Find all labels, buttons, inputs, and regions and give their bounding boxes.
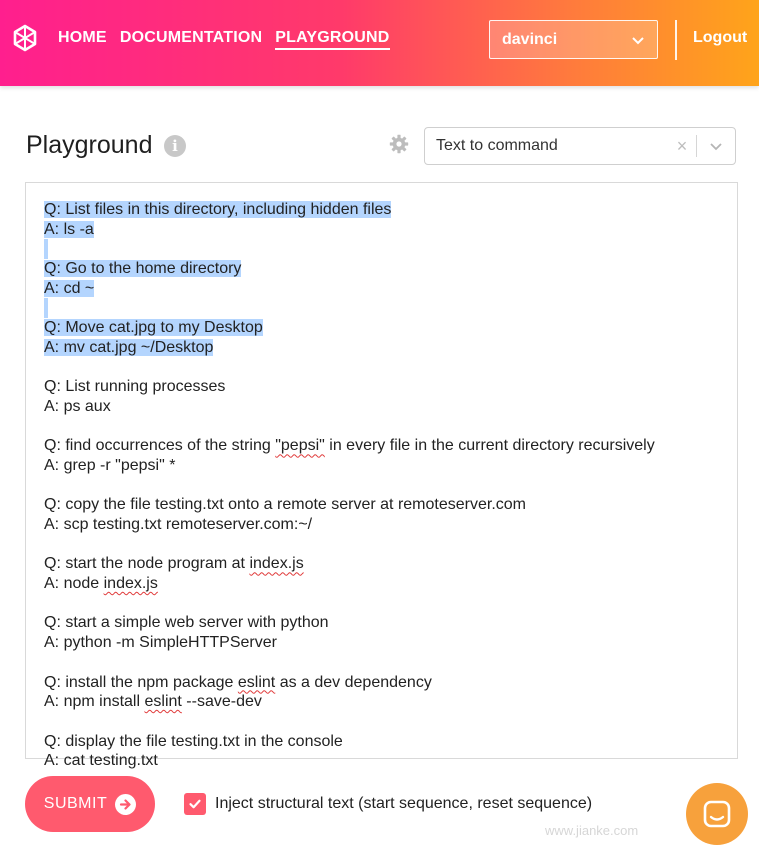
close-icon[interactable]: × (676, 135, 688, 156)
preset-select-value: Text to command (436, 137, 558, 154)
prompt-line: Q: start the node program at index.js (44, 555, 304, 573)
prompt-text (44, 200, 727, 771)
model-select[interactable] (489, 20, 658, 59)
submit-label: SUBMIT (43, 795, 108, 812)
logout-link[interactable]: Logout (693, 29, 748, 46)
arrow-right-icon (115, 794, 136, 815)
prompt-line (44, 712, 727, 732)
prompt-line (44, 594, 727, 614)
prompt-line: A: ls -a (44, 220, 94, 238)
prompt-line: Q: Go to the home directory (44, 260, 242, 278)
header-divider (675, 20, 677, 60)
preset-select[interactable] (424, 127, 736, 165)
top-header (0, 0, 759, 86)
prompt-line: Q: find occurrences of the string "pepsi" in every file in the current directory recursively (44, 437, 655, 455)
prompt-line: Q: start a simple web server with python (44, 614, 329, 632)
prompt-line: Q: Move cat.jpg to my Desktop (44, 319, 263, 337)
prompt-line (44, 358, 727, 378)
prompt-line: A: python -m SimpleHTTPServer (44, 634, 277, 652)
prompt-line (44, 476, 727, 496)
prompt-line (44, 239, 727, 259)
prompt-line: Q: copy the file testing.txt onto a remote server at remoteserver.com (44, 496, 526, 514)
prompt-line: Q: install the npm package eslint as a dev dependency (44, 673, 432, 691)
page-title: Playground (26, 131, 153, 159)
watermark: www.jianke.com (545, 823, 639, 838)
prompt-line: Q: display the file testing.txt in the console (44, 732, 343, 750)
prompt-textarea[interactable] (25, 182, 738, 770)
chevron-down-icon (709, 139, 723, 153)
nav-playground[interactable]: PLAYGROUND (275, 29, 389, 50)
prompt-line (44, 535, 727, 555)
prompt-line: Q: List running processes (44, 378, 226, 396)
prompt-line (44, 417, 727, 437)
nav-home[interactable]: HOME (58, 29, 107, 46)
prompt-line: A: grep -r "pepsi" * (44, 456, 176, 474)
prompt-line: A: ps aux (44, 397, 111, 415)
prompt-line: A: cd ~ (44, 279, 95, 297)
submit-button[interactable] (25, 776, 155, 832)
chat-icon (701, 798, 733, 830)
prompt-line: Q: List files in this directory, including hidden files (44, 201, 392, 218)
prompt-line: A: node index.js (44, 575, 158, 593)
nav-documentation[interactable]: DOCUMENTATION (119, 29, 263, 46)
prompt-line: A: cat testing.txt (44, 752, 158, 770)
checkmark-icon (188, 797, 202, 811)
prompt-line (44, 298, 727, 318)
preset-dropdown-toggle[interactable] (697, 139, 735, 153)
main-nav (58, 29, 390, 50)
info-icon[interactable]: i (164, 135, 186, 157)
gear-icon[interactable] (389, 134, 409, 154)
prompt-line: A: scp testing.txt remoteserver.com:~/ (44, 516, 313, 533)
openai-logo-icon[interactable] (8, 22, 42, 56)
prompt-line: A: npm install eslint --save-dev (44, 693, 262, 711)
prompt-line (44, 653, 727, 673)
prompt-line: A: mv cat.jpg ~/Desktop (44, 338, 214, 356)
chevron-down-icon (631, 33, 645, 47)
inject-structural-checkbox[interactable] (184, 793, 206, 815)
model-select-value: davinci (502, 30, 558, 48)
chat-widget-button[interactable] (686, 783, 748, 845)
inject-structural-label: Inject structural text (start sequence, reset sequence) (215, 795, 593, 812)
